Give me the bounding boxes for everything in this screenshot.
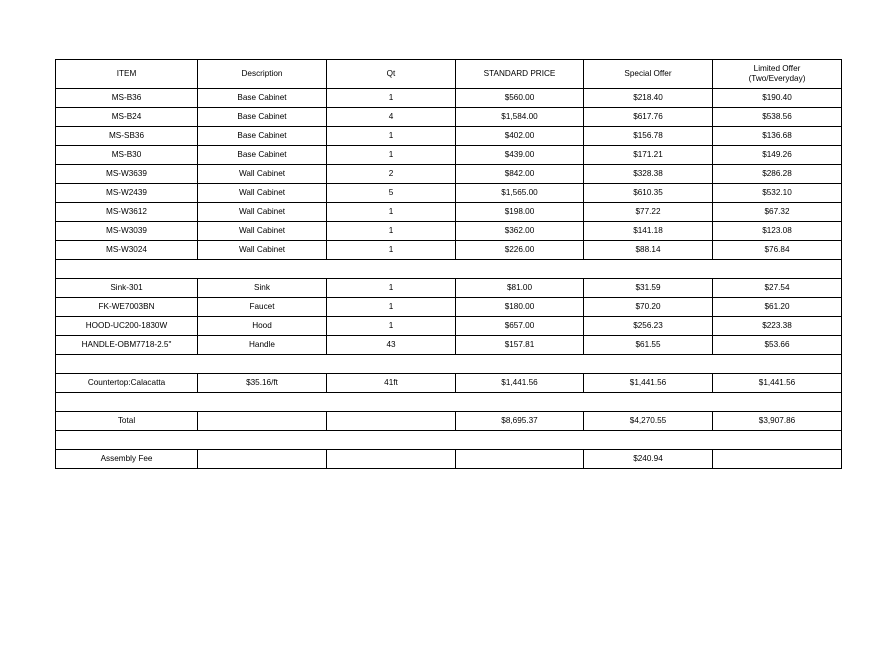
total-label: Total [56,412,198,431]
cell-standard-price: $1,565.00 [456,184,584,203]
cell-standard-price: $657.00 [456,317,584,336]
cell-qt: 2 [327,165,456,184]
header-limited-offer-line2: (Two/Everyday) [748,74,806,83]
cell-limited-offer: $136.68 [713,127,842,146]
cell-special-offer: $77.22 [584,203,713,222]
cell-qt: 4 [327,108,456,127]
cell-description: Base Cabinet [198,108,327,127]
cell-special-offer: $70.20 [584,298,713,317]
cell-standard-price: $362.00 [456,222,584,241]
table-row [56,317,842,336]
total-limited-offer: $3,907.86 [713,412,842,431]
cell-special-offer: $31.59 [584,279,713,298]
cell-special-offer: $141.18 [584,222,713,241]
price-quote-table [55,59,842,469]
cell-standard-price: $439.00 [456,146,584,165]
header-limited-offer-line1: Limited Offer [753,64,801,73]
cell-description: Sink [198,279,327,298]
cell-special-offer: $156.78 [584,127,713,146]
spacer-cell [56,393,842,412]
cell-item: MS-W3612 [56,203,198,222]
cell-limited-offer: $53.66 [713,336,842,355]
spacer-cell [56,355,842,374]
cell-item: Sink-301 [56,279,198,298]
cell-description: Wall Cabinet [198,203,327,222]
cell-qt: 1 [327,89,456,108]
empty-cell [198,450,327,469]
cell-standard-price: $180.00 [456,298,584,317]
cell-limited-offer: $532.10 [713,184,842,203]
cell-qt: 1 [327,203,456,222]
cell-description: Base Cabinet [198,89,327,108]
table-row [56,165,842,184]
cell-description: Wall Cabinet [198,165,327,184]
cell-item: MS-W2439 [56,184,198,203]
cell-item: MS-W3639 [56,165,198,184]
cell-standard-price: $1,584.00 [456,108,584,127]
cell-limited-offer: $76.84 [713,241,842,260]
header-description: Description [198,60,327,89]
cell-item: HOOD-UC200-1830W [56,317,198,336]
table-row [56,241,842,260]
cell-standard-price: $842.00 [456,165,584,184]
table-row [56,203,842,222]
table-row [56,89,842,108]
empty-cell [713,450,842,469]
header-special-offer: Special Offer [584,60,713,89]
empty-cell [327,450,456,469]
table-row [56,298,842,317]
assembly-fee-row [56,450,842,469]
cell-special-offer: $610.35 [584,184,713,203]
cell-item: MS-W3024 [56,241,198,260]
header-qt: Qt [327,60,456,89]
cell-item: MS-B36 [56,89,198,108]
header-standard-price: STANDARD PRICE [456,60,584,89]
cell-standard-price: $226.00 [456,241,584,260]
total-standard-price: $8,695.37 [456,412,584,431]
cell-special-offer: $171.21 [584,146,713,165]
cell-description: Wall Cabinet [198,222,327,241]
cell-item: FK-WE7003BN [56,298,198,317]
cell-standard-price: $81.00 [456,279,584,298]
table-row [56,127,842,146]
cell-item: MS-SB36 [56,127,198,146]
table-row [56,184,842,203]
empty-cell [327,412,456,431]
cell-special-offer: $61.55 [584,336,713,355]
header-item: ITEM [56,60,198,89]
table-row [56,108,842,127]
cell-special-offer: $1,441.56 [584,374,713,393]
cell-item: HANDLE-OBM7718-2.5" [56,336,198,355]
cell-qt: 43 [327,336,456,355]
cell-item: MS-B30 [56,146,198,165]
header-limited-offer [713,60,842,89]
cell-limited-offer: $123.08 [713,222,842,241]
cell-description: Wall Cabinet [198,184,327,203]
countertop-row [56,374,842,393]
cell-limited-offer: $223.38 [713,317,842,336]
cell-qt: 1 [327,222,456,241]
cell-description: Handle [198,336,327,355]
table-row [56,222,842,241]
cell-item: Countertop:Calacatta [56,374,198,393]
cell-description: Hood [198,317,327,336]
spacer-row [56,393,842,412]
cell-qt: 1 [327,146,456,165]
cell-description: $35.16/ft [198,374,327,393]
cell-special-offer: $256.23 [584,317,713,336]
cell-standard-price: $1,441.56 [456,374,584,393]
empty-cell [198,412,327,431]
cell-limited-offer: $61.20 [713,298,842,317]
spacer-row [56,355,842,374]
cell-qt: 1 [327,317,456,336]
spacer-cell [56,431,842,450]
cell-qt: 41ft [327,374,456,393]
cell-limited-offer: $1,441.56 [713,374,842,393]
cell-qt: 1 [327,241,456,260]
table-row [56,336,842,355]
cell-limited-offer: $286.28 [713,165,842,184]
cell-limited-offer: $27.54 [713,279,842,298]
cell-item: MS-B24 [56,108,198,127]
cell-special-offer: $328.38 [584,165,713,184]
cell-qt: 5 [327,184,456,203]
spacer-row [56,260,842,279]
header-row [56,60,842,89]
cell-description: Base Cabinet [198,127,327,146]
assembly-fee-special-offer: $240.94 [584,450,713,469]
cell-limited-offer: $190.40 [713,89,842,108]
assembly-fee-label: Assembly Fee [56,450,198,469]
cell-standard-price: $198.00 [456,203,584,222]
table-row [56,146,842,165]
cell-qt: 1 [327,279,456,298]
cell-item: MS-W3039 [56,222,198,241]
cell-special-offer: $88.14 [584,241,713,260]
total-special-offer: $4,270.55 [584,412,713,431]
cell-qt: 1 [327,298,456,317]
cell-qt: 1 [327,127,456,146]
cell-standard-price: $157.81 [456,336,584,355]
cell-standard-price: $560.00 [456,89,584,108]
cell-description: Wall Cabinet [198,241,327,260]
total-row [56,412,842,431]
cell-special-offer: $617.76 [584,108,713,127]
cell-limited-offer: $149.26 [713,146,842,165]
empty-cell [456,450,584,469]
cell-description: Faucet [198,298,327,317]
spacer-row [56,431,842,450]
cell-limited-offer: $67.32 [713,203,842,222]
table-row [56,279,842,298]
cell-standard-price: $402.00 [456,127,584,146]
cell-description: Base Cabinet [198,146,327,165]
spacer-cell [56,260,842,279]
cell-special-offer: $218.40 [584,89,713,108]
cell-limited-offer: $538.56 [713,108,842,127]
